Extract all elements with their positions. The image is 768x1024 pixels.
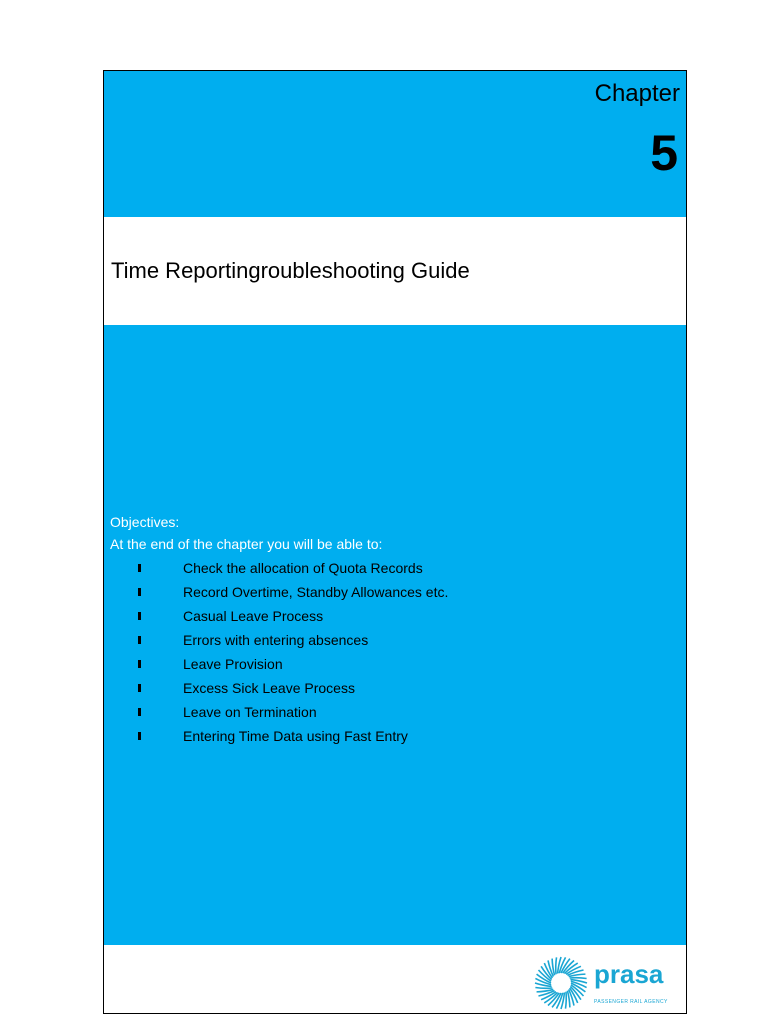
bullet-icon: [138, 684, 141, 692]
objectives-section: [110, 511, 448, 748]
prasa-logo: [528, 955, 678, 1011]
objective-item: [110, 628, 448, 652]
bullet-icon: [138, 660, 141, 668]
objectives-band: [104, 325, 686, 945]
objective-item: [110, 652, 448, 676]
objective-text: Leave Provision: [183, 656, 283, 672]
title-band: [104, 217, 686, 325]
chapter-label: Chapter: [594, 80, 680, 107]
objective-text: Leave on Termination: [183, 704, 317, 720]
objectives-heading: Objectives:: [110, 514, 180, 530]
bullet-icon: [138, 588, 141, 596]
sunburst-ray: [570, 978, 587, 979]
objective-text: Casual Leave Process: [183, 608, 324, 624]
objectives-list: [110, 556, 448, 748]
bullet-icon: [138, 636, 141, 644]
objective-text: Entering Time Data using Fast Entry: [183, 728, 408, 744]
objective-text: Excess Sick Leave Process: [183, 680, 355, 696]
objectives-intro: At the end of the chapter you will be able to:: [110, 536, 383, 552]
bullet-icon: [138, 564, 141, 572]
chapter-number: 5: [650, 125, 678, 181]
prasa-sunburst-icon: [534, 955, 588, 1011]
chapter-title: Time Reportingroubleshooting Guide: [111, 258, 470, 283]
sunburst-ray: [535, 987, 552, 988]
footer-band: [104, 945, 686, 1013]
objective-item: [110, 700, 448, 724]
logo-tagline: PASSENGER RAIL AGENCY: [594, 999, 668, 1005]
sunburst-ray: [556, 957, 557, 974]
objective-item: [110, 556, 448, 580]
objective-item: [110, 676, 448, 700]
objective-text: Record Overtime, Standby Allowances etc.: [183, 584, 449, 600]
objective-item: [110, 604, 448, 628]
logo-brand: prasa: [594, 959, 664, 989]
objective-text: Check the allocation of Quota Records: [183, 560, 423, 576]
bullet-icon: [138, 612, 141, 620]
objective-item: [110, 580, 448, 604]
sunburst-ray: [565, 992, 566, 1009]
chapter-header-band: [104, 71, 686, 217]
document-page: [103, 70, 687, 1014]
objective-item: [110, 724, 448, 748]
objective-text: Errors with entering absences: [183, 632, 369, 648]
bullet-icon: [138, 708, 141, 716]
bullet-icon: [138, 732, 141, 740]
